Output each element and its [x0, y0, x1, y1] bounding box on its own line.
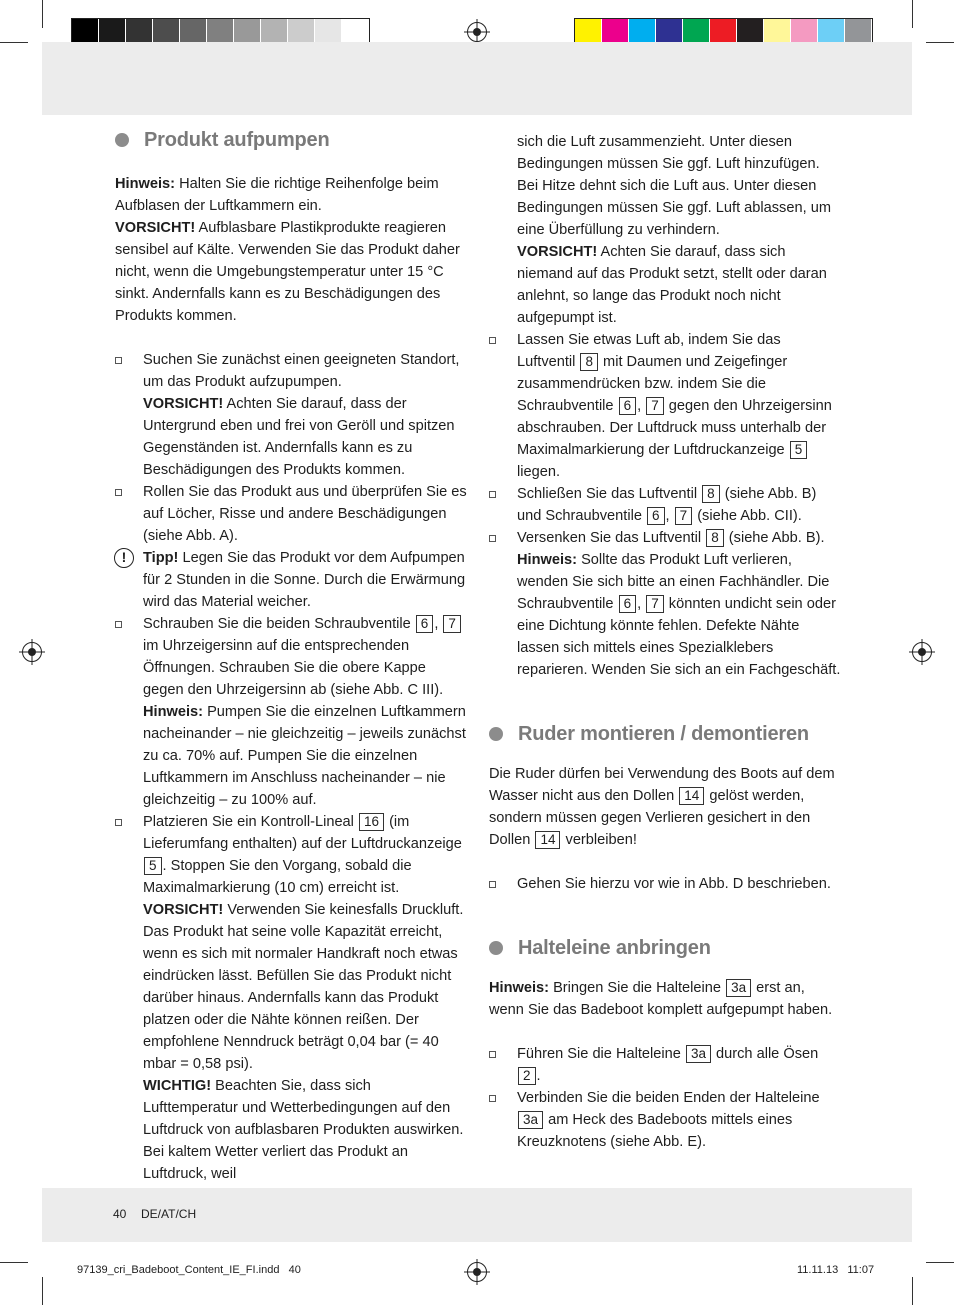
checkbox-icon	[115, 489, 122, 496]
part-ref: 8	[580, 353, 598, 371]
list-item: Schließen Sie das Luftventil 8 (siehe Abb. B) und Schraubventile 6 , 7 (siehe Abb. CII).	[489, 483, 841, 527]
part-ref: 6	[416, 615, 434, 633]
left-column	[115, 125, 467, 1185]
paragraph: Hinweis: Halten Sie die richtige Reihenfolge beim Aufblasen der Luftkammern ein.	[115, 176, 439, 214]
part-ref: 2	[518, 1067, 536, 1085]
section-heading-pump: Produkt aufpumpen	[115, 125, 467, 155]
file-slug: 97139_cri_Badeboot_Content_IE_FI.indd 40	[77, 1264, 301, 1276]
part-ref: 6	[619, 397, 637, 415]
part-ref: 6	[619, 595, 637, 613]
region-label: DE/AT/CH	[141, 1207, 197, 1221]
crop-mark	[926, 42, 954, 43]
bullet-icon	[489, 727, 503, 741]
list-item: Platzieren Sie ein Kontroll-Lineal 16 (im Lieferumfang enthalten) auf der Luftdruckanzeige 5 . Stoppen Sie den Vorgang, sobald die Maximalmarkierung (10 cm) erreicht ist. VORSICHT! Verwenden Sie keinesfalls Druckluft. Das Produkt hat seine volle Kapazität erreicht, wenn es sich mit normaler Handkraft noch etwas eindrücken lässt. Befüllen Sie das Produkt nicht darüber hinaus. Andernfalls kann das Produkt platzen oder die Nähte können reißen. Der empfohlene Nenndruck beträgt 0,04 bar (= 40 mbar = 0,58 psi). WICHTIG! Beachten Sie, dass sich Lufttemperatur und Wetterbedingungen auf den Luftdruck von aufblasbaren Produkten auswirken. Bei kaltem Wetter verliert das Produkt an Luftdruck, weil	[115, 811, 467, 1185]
crop-mark	[42, 1277, 43, 1305]
part-ref: 7	[646, 595, 664, 613]
checkbox-icon	[489, 491, 496, 498]
date-slug: 11.11.13 11:07	[797, 1264, 875, 1276]
paragraph: Die Ruder dürfen bei Verwendung des Boots auf dem Wasser nicht aus den Dollen 14 gelöst werden, sondern müssen gegen Verlieren gesichert in den Dollen 14 verbleiben!	[489, 766, 835, 848]
checkbox-icon	[115, 357, 122, 364]
paragraph: Hinweis: Bringen Sie die Halteleine 3a erst an, wenn Sie das Badeboot komplett aufgepumpt haben.	[489, 980, 833, 1018]
paragraph: VORSICHT! Aufblasbare Plastikprodukte reagieren sensibel auf Kälte. Verwenden Sie das Produkt daher nicht, wenn die Umgebungstemperatur unter 15 °C sinkt. Andernfalls kann es zu Beschädigungen des Produkts kommen.	[115, 220, 460, 324]
list-item: Suchen Sie zunächst einen geeigneten Standort, um das Produkt aufzupumpen. VORSICHT! Achten Sie darauf, dass der Untergrund eben und frei von Geröll und spitzen Gegenständen ist. Andernfalls kann es zu Beschädigungen des Produkts kommen.	[115, 349, 467, 481]
part-ref: 8	[702, 485, 720, 503]
registration-mark-icon	[467, 1262, 487, 1282]
registration-mark-icon	[912, 642, 932, 662]
list-item: Schrauben Sie die beiden Schraubventile 6 , 7 im Uhrzeigersinn auf die entsprechenden Öffnungen. Schrauben Sie die obere Kappe gegen den Uhrzeigersinn ab (siehe Abb. C III). Hinweis: Pumpen Sie die einzelnen Luftkammern nacheinander – nie gleichzeitig – jeweils zunächst zu ca. 70% auf. Pumpen Sie die einzelnen Luftkammern im Anschluss nacheinander – nie gleichzeitig – zu 100% auf.	[115, 613, 467, 811]
checkbox-icon	[115, 819, 122, 826]
part-ref: 5	[144, 857, 162, 875]
list-item: Lassen Sie etwas Luft ab, indem Sie das Luftventil 8 mit Daumen und Zeigefinger zusammendrücken bzw. indem Sie die Schraubventile 6 , 7 gegen den Uhrzeigersinn abschrauben. Der Luftdruck muss unterhalb der Maximalmarkierung der Luftdruckanzeige 5 liegen.	[489, 329, 841, 483]
right-column	[489, 131, 841, 1153]
checkbox-icon	[489, 1095, 496, 1102]
checkbox-icon	[489, 535, 496, 542]
part-ref: 8	[706, 529, 724, 547]
list-item: Versenken Sie das Luftventil 8 (siehe Abb. B). Hinweis: Sollte das Produkt Luft verlieren, wenden Sie sich bitte an einen Fachhändler. Die Schraubventile 6 , 7 könnten undicht sein oder eine Dichtung könnte fehlen. Defekte Nähte lassen sich mittels eines Spezialklebers reparieren. Wenden Sie sich an ein Fachgeschäft.	[489, 527, 841, 681]
bullet-icon	[115, 133, 129, 147]
crop-mark	[0, 42, 28, 43]
part-ref: 6	[647, 507, 665, 525]
page-number: 40	[113, 1207, 127, 1221]
registration-mark-icon	[467, 22, 487, 42]
crop-mark	[926, 1262, 954, 1263]
part-ref: 3a	[518, 1111, 543, 1129]
crop-mark	[912, 1277, 913, 1305]
registration-mark-icon	[22, 642, 42, 662]
list-item: Verbinden Sie die beiden Enden der Halteleine 3a am Heck des Badeboots mittels eines Kreuzknotens (siehe Abb. E).	[489, 1087, 841, 1153]
part-ref: 7	[646, 397, 664, 415]
checkbox-icon	[489, 1051, 496, 1058]
exclamation-icon: !	[114, 548, 134, 568]
checkbox-icon	[489, 881, 496, 888]
crop-mark	[0, 1262, 28, 1263]
part-ref: 3a	[726, 979, 751, 997]
part-ref: 5	[790, 441, 808, 459]
part-ref: 14	[679, 787, 704, 805]
part-ref: 7	[675, 507, 693, 525]
part-ref: 3a	[686, 1045, 711, 1063]
part-ref: 14	[535, 831, 560, 849]
crop-mark	[42, 0, 43, 28]
crop-mark	[912, 0, 913, 28]
list-item: Rollen Sie das Produkt aus und überprüfen Sie es auf Löcher, Risse und andere Beschädigungen (siehe Abb. A).	[115, 481, 467, 547]
section-heading-rope: Halteleine anbringen	[489, 933, 841, 963]
list-item: Gehen Sie hierzu vor wie in Abb. D beschrieben.	[489, 873, 841, 895]
checkbox-icon	[115, 621, 122, 628]
tip-item: ! Tipp! Legen Sie das Produkt vor dem Aufpumpen für 2 Stunden in die Sonne. Durch die Erwärmung wird das Material weicher.	[115, 547, 467, 613]
header-band	[42, 42, 912, 115]
section-heading-oars: Ruder montieren / demontieren	[489, 719, 841, 749]
list-item: Führen Sie die Halteleine 3a durch alle Ösen 2 .	[489, 1043, 841, 1087]
bullet-icon	[489, 941, 503, 955]
part-ref: 7	[443, 615, 461, 633]
checkbox-icon	[489, 337, 496, 344]
part-ref: 16	[359, 813, 384, 831]
list-item-continued: sich die Luft zusammenzieht. Unter diesen Bedingungen müssen Sie ggf. Luft hinzufügen. Bei Hitze dehnt sich die Luft aus. Unter diesen Bedingungen müssen Sie ggf. Luft ablassen, um eine Überfüllung zu verhindern. VORSICHT! Achten Sie darauf, dass sich niemand auf das Produkt setzt, stellt oder daran anlehnt, so lange das Produkt noch nicht aufgepumpt ist.	[517, 134, 831, 326]
